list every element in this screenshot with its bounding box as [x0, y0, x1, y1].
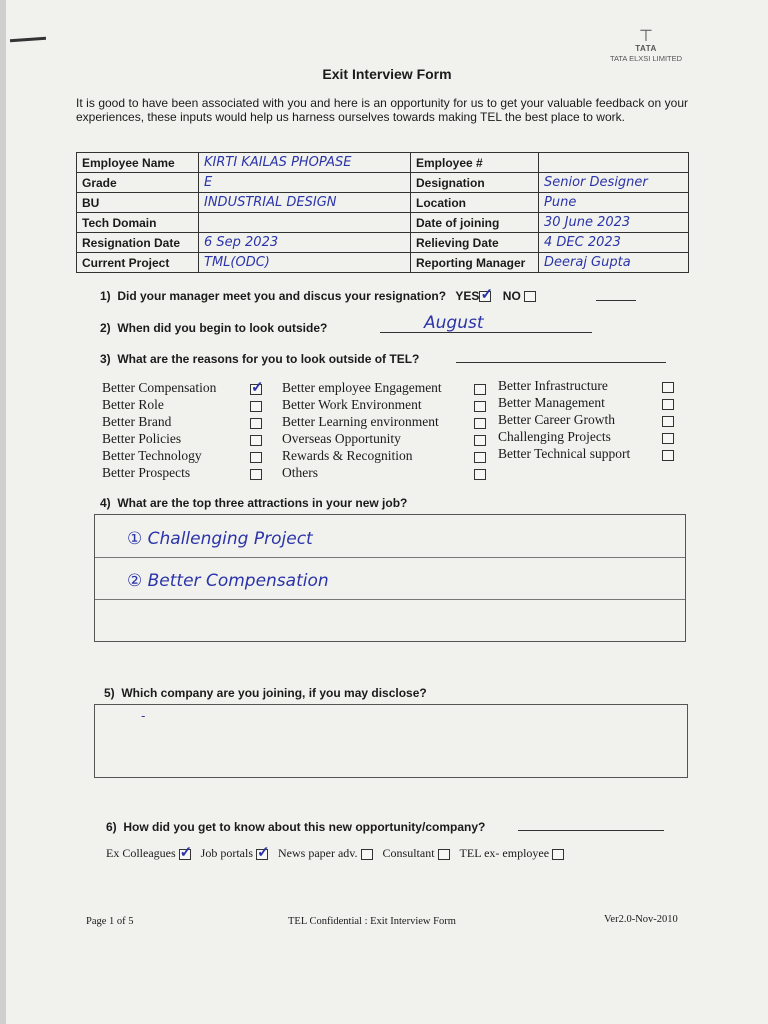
reason-checkbox[interactable]: [250, 418, 262, 429]
reason-checkbox[interactable]: [662, 382, 674, 393]
source-checkbox[interactable]: [179, 849, 191, 860]
info-value[interactable]: INDUSTRIAL DESIGN: [199, 193, 411, 213]
info-label: Employee #: [411, 153, 539, 173]
company-name: TATA ELXSI LIMITED: [609, 54, 683, 63]
info-label: BU: [77, 193, 199, 213]
q3-answer-line: [456, 362, 666, 363]
question-5-text: 5) Which company are you joining, if you may disclose?: [104, 686, 427, 700]
q2-answer-line: [380, 332, 592, 333]
reason-option: [102, 380, 216, 396]
reason-option: [498, 446, 630, 462]
info-label: Resignation Date: [77, 233, 199, 253]
info-value[interactable]: KIRTI KAILAS PHOPASE: [199, 153, 411, 173]
reason-label: Better Work Environment: [282, 397, 422, 412]
reason-checkbox[interactable]: [474, 435, 486, 446]
tata-logo-icon: ⊤: [639, 28, 653, 45]
source-option: [383, 846, 450, 861]
reason-label: Better Technology: [102, 448, 202, 463]
reason-label: Rewards & Recognition: [282, 448, 413, 463]
info-value[interactable]: TML(ODC): [199, 253, 411, 273]
reason-label: Better Compensation: [102, 380, 217, 395]
info-row: [77, 193, 689, 213]
reason-label: Overseas Opportunity: [282, 431, 401, 446]
reason-checkbox[interactable]: [662, 450, 674, 461]
info-value[interactable]: E: [199, 173, 411, 193]
reason-option: [498, 395, 605, 411]
source-label: News paper adv.: [278, 846, 358, 860]
question-1: [100, 289, 536, 303]
reason-label: Better Prospects: [102, 465, 191, 480]
pen-mark: [10, 37, 46, 43]
reason-label: Better Technical support: [498, 446, 631, 461]
footer-page-number: Page 1 of 5: [86, 916, 134, 927]
source-checkbox[interactable]: [256, 849, 268, 860]
info-row: [77, 253, 689, 273]
source-option: [201, 846, 268, 861]
reason-option: [282, 465, 318, 481]
info-value[interactable]: [539, 153, 689, 173]
reason-checkbox[interactable]: [250, 469, 262, 480]
q1-yes-checkbox[interactable]: [479, 291, 491, 302]
reason-checkbox[interactable]: [474, 384, 486, 395]
reason-option: [102, 448, 202, 464]
form-intro: It is good to have been associated with you and here is an opportunity for us to get your valuable feedback on your experiences, these inputs would help us harness ourselves towards making TEL the best place to work.: [76, 96, 688, 124]
reason-label: Challenging Projects: [498, 429, 611, 444]
info-value[interactable]: [199, 213, 411, 233]
form-title: Exit Interview Form: [322, 66, 452, 82]
q4-row-divider: [95, 557, 685, 558]
reason-option: [282, 380, 442, 396]
reason-checkbox[interactable]: [250, 401, 262, 412]
reason-label: Better Career Growth: [498, 412, 615, 427]
employee-info-table: [76, 152, 689, 273]
reason-label: Better Role: [102, 397, 164, 412]
reason-option: [498, 412, 615, 428]
info-label: Designation: [411, 173, 539, 193]
question-2-text: 2) When did you begin to look outside?: [100, 321, 328, 335]
info-label: Current Project: [77, 253, 199, 273]
question-4-text: 4) What are the top three attractions in your new job?: [100, 496, 408, 510]
info-row: [77, 233, 689, 253]
source-option: [106, 846, 191, 861]
reason-checkbox[interactable]: [474, 401, 486, 412]
q2-answer[interactable]: August: [424, 313, 484, 333]
source-label: Consultant: [382, 846, 435, 860]
q4-row-divider: [95, 599, 685, 600]
info-label: Grade: [77, 173, 199, 193]
reason-label: Others: [282, 465, 318, 480]
reason-checkbox[interactable]: [474, 418, 486, 429]
reason-label: Better Policies: [102, 431, 182, 446]
reason-checkbox[interactable]: [250, 435, 262, 446]
reason-checkbox[interactable]: [662, 399, 674, 410]
info-label: Reporting Manager: [411, 253, 539, 273]
info-value[interactable]: 30 June 2023: [539, 213, 689, 233]
reason-option: [102, 397, 164, 413]
q6-answer-line: [518, 830, 664, 831]
source-checkbox[interactable]: [361, 849, 373, 860]
reason-option: [102, 465, 190, 481]
reason-option: [102, 431, 181, 447]
reason-checkbox[interactable]: [474, 469, 486, 480]
reason-option: [282, 448, 412, 464]
info-label: Employee Name: [77, 153, 199, 173]
reason-label: Better Brand: [102, 414, 172, 429]
info-label: Location: [411, 193, 539, 213]
reason-checkbox[interactable]: [662, 416, 674, 427]
q5-answer-box[interactable]: [94, 704, 688, 778]
reason-checkbox[interactable]: [474, 452, 486, 463]
q4-answer-1[interactable]: ① Challenging Project: [127, 529, 313, 549]
source-option: [460, 846, 565, 861]
logo-mark-text: TATA: [635, 44, 657, 53]
info-value[interactable]: Senior Designer: [539, 173, 689, 193]
source-checkbox[interactable]: [438, 849, 450, 860]
reason-option: [498, 429, 611, 445]
reason-checkbox[interactable]: [250, 384, 262, 395]
question-1-text: 1) Did your manager meet you and discus your resignation?: [100, 289, 447, 303]
reason-label: Better Infrastructure: [498, 378, 608, 393]
footer-confidential: TEL Confidential : Exit Interview Form: [288, 916, 456, 927]
q1-answer-line: [596, 300, 636, 301]
reason-label: Better employee Engagement: [282, 380, 442, 395]
reason-label: Better Learning environment: [282, 414, 439, 429]
reason-option: [102, 414, 171, 430]
source-label: TEL ex- employee: [459, 846, 550, 860]
q1-yes-label: YES: [455, 289, 480, 303]
reason-checkbox[interactable]: [662, 433, 674, 444]
info-row: [77, 153, 689, 173]
reason-checkbox[interactable]: [250, 452, 262, 463]
info-row: [77, 213, 689, 233]
info-label: Tech Domain: [77, 213, 199, 233]
info-value[interactable]: 6 Sep 2023: [199, 233, 411, 253]
footer-version: Ver2.0-Nov-2010: [604, 914, 678, 925]
source-label: Ex Colleagues: [106, 846, 176, 860]
q4-answer-box: [94, 514, 686, 642]
reason-label: Better Management: [498, 395, 605, 410]
source-options: [106, 846, 574, 861]
reason-option: [282, 397, 422, 413]
info-value[interactable]: Pune: [539, 193, 689, 213]
source-option: [278, 846, 373, 861]
company-logo: [596, 30, 696, 64]
question-6-text: 6) How did you get to know about this new opportunity/company?: [106, 820, 486, 834]
form-page: [6, 0, 768, 1024]
q1-no-label: NO: [502, 289, 521, 303]
info-row: [77, 173, 689, 193]
reason-option: [282, 414, 439, 430]
info-value[interactable]: 4 DEC 2023: [539, 233, 689, 253]
source-label: Job portals: [200, 846, 253, 860]
q4-answer-2[interactable]: ② Better Compensation: [127, 571, 329, 591]
info-label: Relieving Date: [411, 233, 539, 253]
source-checkbox[interactable]: [552, 849, 564, 860]
reason-option: [282, 431, 401, 447]
q5-answer: -: [141, 709, 146, 723]
info-value[interactable]: Deeraj Gupta: [539, 253, 689, 273]
reason-option: [498, 378, 608, 394]
question-3-text: 3) What are the reasons for you to look outside of TEL?: [100, 352, 420, 366]
info-label: Date of joining: [411, 213, 539, 233]
q1-no-checkbox[interactable]: [524, 291, 536, 302]
